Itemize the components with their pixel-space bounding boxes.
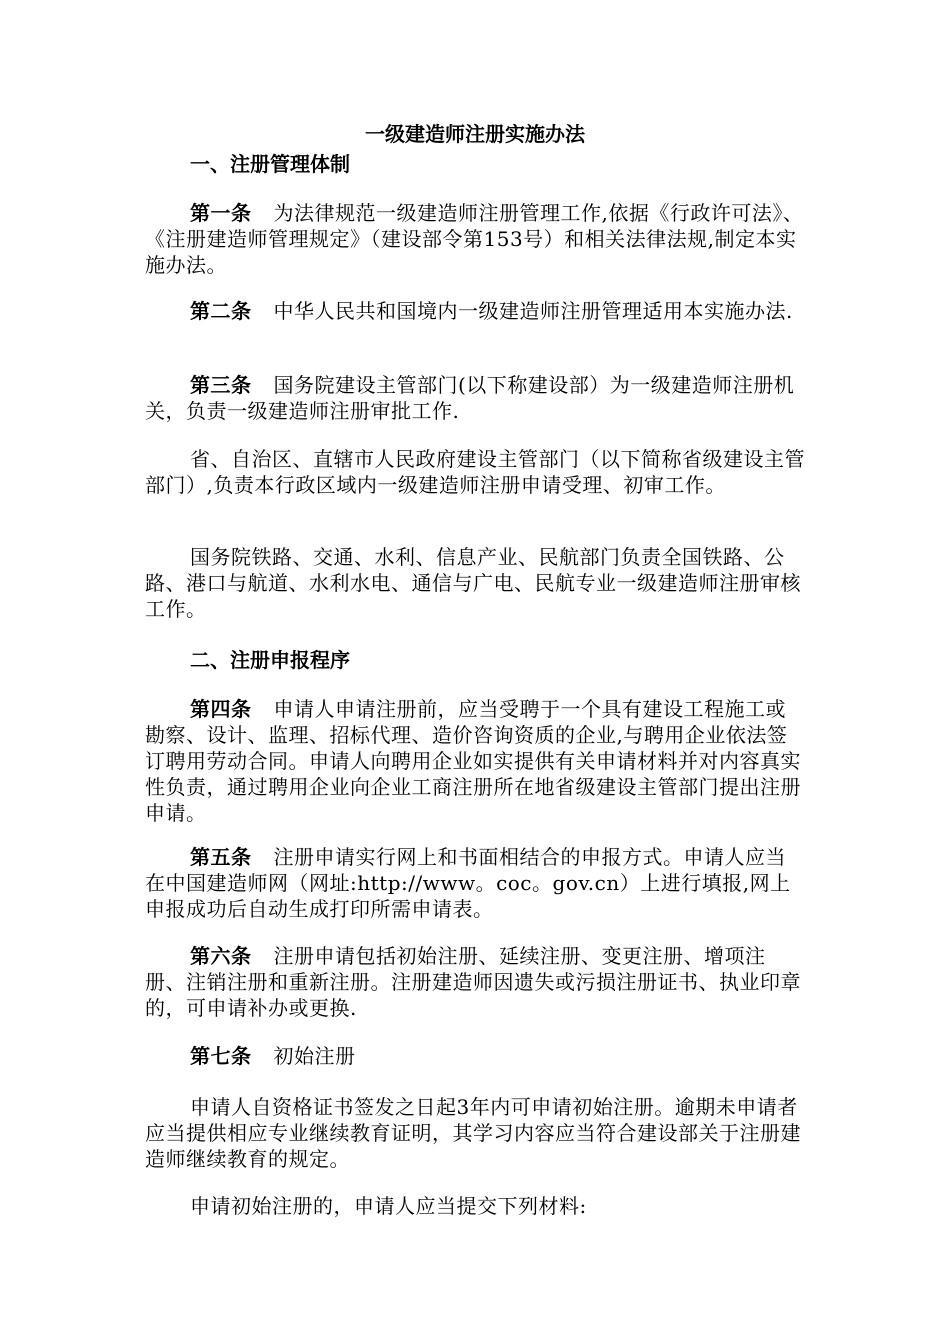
section-heading-2: 二、注册申报程序 (190, 648, 350, 672)
article-4 (145, 696, 805, 826)
article-text: 初始注册 (273, 1044, 356, 1068)
article-3 (145, 372, 805, 424)
article-label: 第一条 (190, 201, 252, 225)
article-5 (145, 844, 805, 922)
article-text: 中华人民共和国境内一级建造师注册管理适用本实施办法. (273, 299, 793, 323)
section-heading-1: 一、注册管理体制 (190, 152, 350, 176)
article-label: 第四条 (190, 697, 252, 721)
article-label: 第六条 (190, 944, 252, 968)
article-label: 第七条 (190, 1044, 252, 1068)
article-text: 注册申请实行网上和书面相结合的申报方式。申请人应当在中国建造师网（网址:http://www。coc。gov.cn）上进行填报,网上申报成功后自动生成打印所需申请表。 (145, 845, 791, 921)
article-text: 国务院建设主管部门(以下称建设部）为一级建造师注册机关，负责一级建造师注册审批工作. (145, 373, 795, 423)
paragraph-state-council: 国务院铁路、交通、水利、信息产业、民航部门负责全国铁路、公路、港口与航道、水利水电、通信与广电、民航专业一级建造师注册审核工作。 (145, 545, 801, 621)
paragraph-initial-registration: 申请人自资格证书签发之日起3年内可申请初始注册。逾期未申请者应当提供相应专业继续教育证明，其学习内容应当符合建设部关于注册建造师继续教育的规定。 (145, 1095, 801, 1171)
paragraph-materials: 申请初始注册的，申请人应当提交下列材料: (190, 1194, 587, 1218)
article-label: 第五条 (190, 845, 252, 869)
article-7 (145, 1043, 805, 1069)
article-text: 为法律规范一级建造师注册管理工作,依据《行政许可法》、《注册建造师管理规定》（建设部令第153号）和相关法律法规,制定本实施办法。 (145, 201, 804, 277)
article-text: 注册申请包括初始注册、延续注册、变更注册、增项注册、注销注册和重新注册。注册建造师因遗失或污损注册证书、执业印章的，可申请补办或更换. (145, 944, 801, 1020)
article-text: 申请人申请注册前，应当受聘于一个具有建设工程施工或勘察、设计、监理、招标代理、造价咨询资质的企业,与聘用企业依法签订聘用劳动合同。申请人向聘用企业如实提供有关申请材料并对内容真实性负责，通过聘用企业向企业工商注册所在地省级建设主管部门提出注册申请。 (145, 697, 801, 825)
article-1 (145, 200, 805, 278)
paragraph-province: 省、自治区、直辖市人民政府建设主管部门（以下简称省级建设主管部门）,负责本行政区域内一级建造师注册申请受理、初审工作。 (145, 447, 805, 497)
document-title: 一级建造师注册实施办法 (365, 122, 585, 146)
article-label: 第三条 (190, 373, 252, 397)
article-6 (145, 943, 805, 1021)
article-label: 第二条 (190, 299, 252, 323)
article-2 (145, 298, 805, 324)
